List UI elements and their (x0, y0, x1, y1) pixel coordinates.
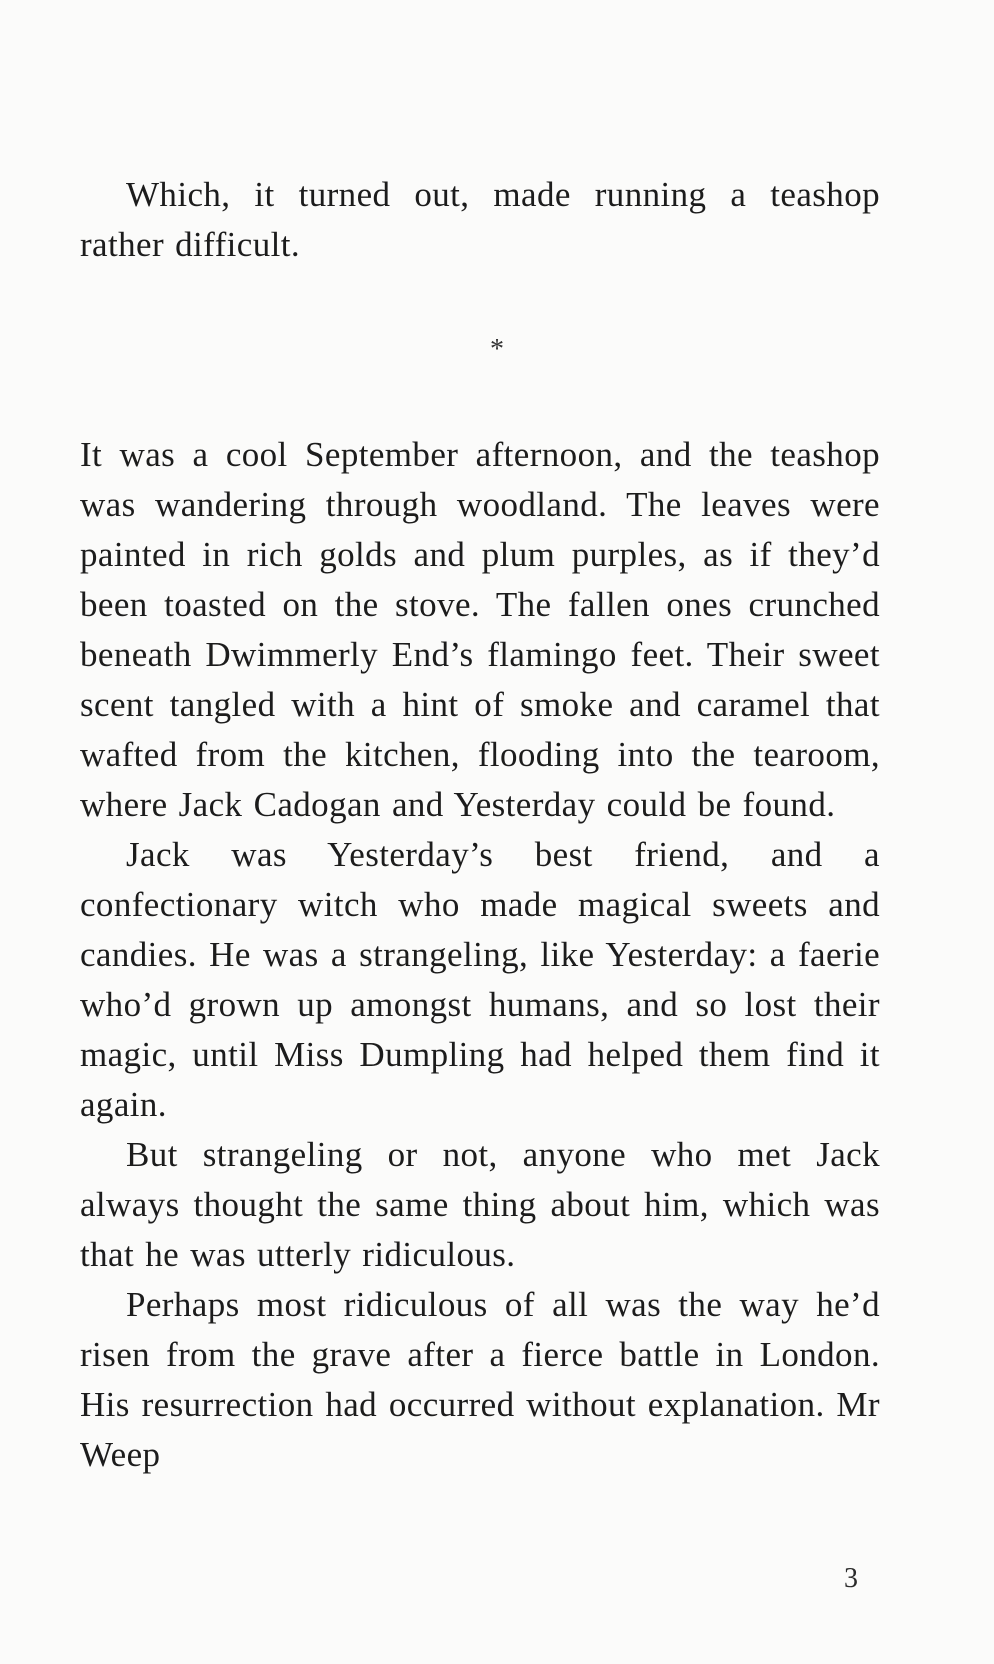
opening-paragraph: Which, it turned out, made running a teashop rather difficult. (80, 175, 880, 264)
paragraph-1: It was a cool September afternoon, and the teashop was wandering through woodland. The leaves were painted in rich golds and plum purples, as if they’d been toasted on the stove. The fallen ones crunched beneath Dwimmerly End’s flamingo feet. Their sweet scent tangled with a hint of smoke and caramel that wafted from the kitchen, flooding into the tearoom, where Jack Cadogan and Yesterday could be found. (80, 435, 880, 824)
paragraph-2: Jack was Yesterday’s best friend, and a confectionary witch who made magical sweets and candies. He was a strangeling, like Yesterday: a faerie who’d grown up amongst humans, and so lost their magic, until Miss Dumpling had helped them find it again. (80, 835, 880, 1124)
body-text (80, 430, 880, 1480)
paragraph-4: Perhaps most ridiculous of all was the way he’d risen from the grave after a fierce battle in London. His resurrection had occurred without explanation. Mr Weep (80, 1285, 880, 1474)
section-break-asterisk: * (490, 334, 504, 365)
paragraph-3: But strangeling or not, anyone who met Jack always thought the same thing about him, which was that he was utterly ridiculous. (80, 1135, 880, 1274)
page-number: 3 (844, 1563, 858, 1594)
opening-text (80, 170, 880, 270)
